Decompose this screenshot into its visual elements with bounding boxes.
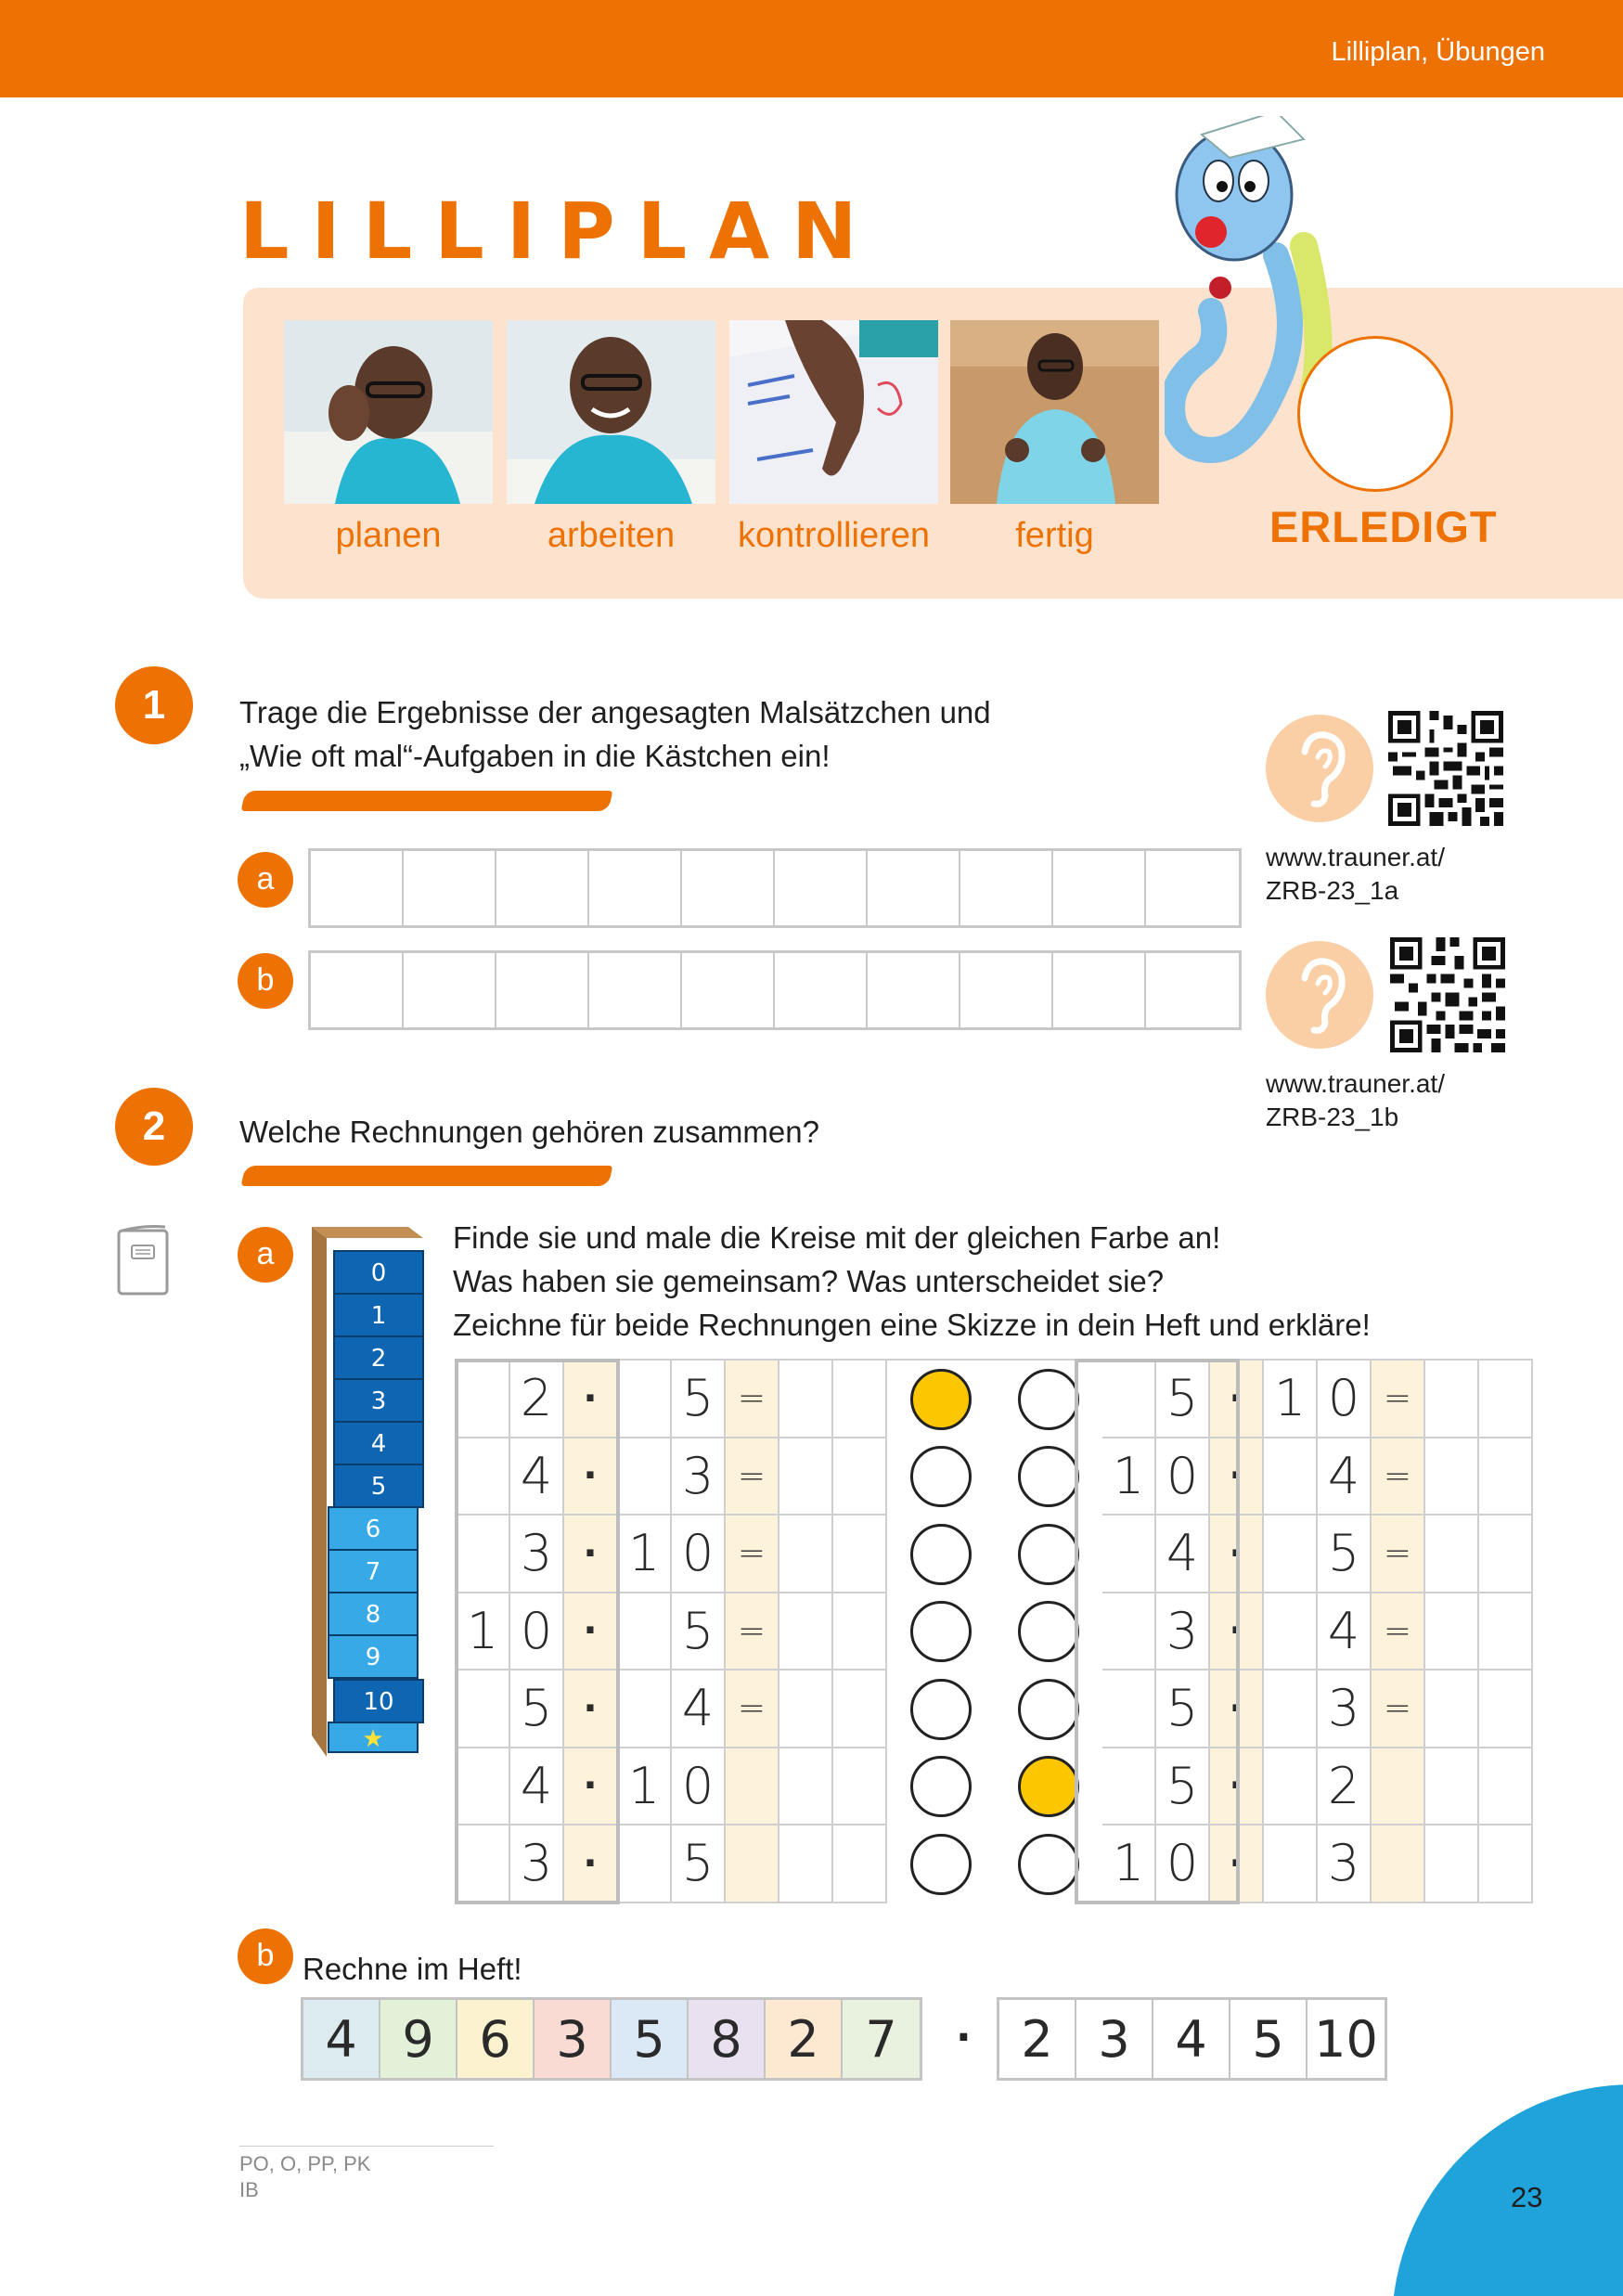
answer-box[interactable] bbox=[960, 953, 1053, 1027]
page-title: LILLIPLAN bbox=[239, 186, 880, 277]
answer-box[interactable] bbox=[311, 953, 404, 1027]
answer-cell bbox=[457, 1361, 510, 1438]
answer-box[interactable] bbox=[496, 851, 589, 925]
multiply-dot: · bbox=[956, 2014, 972, 2061]
tower-block-label: 9 bbox=[365, 1644, 381, 1671]
equals-sign: = bbox=[726, 1593, 779, 1671]
task-2a-badge: a bbox=[238, 1227, 293, 1283]
digit-cell: 3 bbox=[510, 1516, 564, 1593]
color-circle-cell[interactable] bbox=[995, 1361, 1102, 1438]
done-label: ERLEDIGT bbox=[1269, 502, 1498, 551]
digit-cell: 4 bbox=[1318, 1438, 1372, 1516]
tower-block-label: 5 bbox=[370, 1473, 387, 1501]
photo-planen bbox=[284, 320, 493, 504]
equals-sign: = bbox=[726, 1438, 779, 1516]
answer-cell[interactable] bbox=[833, 1748, 887, 1826]
sign-cell bbox=[726, 1825, 779, 1903]
answer-box[interactable] bbox=[311, 851, 404, 925]
equals-sign: = bbox=[726, 1361, 779, 1438]
answer-cell[interactable] bbox=[1425, 1361, 1479, 1438]
ear-icon[interactable] bbox=[1266, 941, 1373, 1049]
answer-cell[interactable] bbox=[1479, 1516, 1533, 1593]
digit-cell: 4 bbox=[1318, 1593, 1372, 1671]
audio-link-1a[interactable] bbox=[1266, 841, 1445, 908]
step-label-arbeiten: arbeiten bbox=[547, 516, 676, 555]
color-circle-cell[interactable] bbox=[887, 1670, 995, 1748]
digit-cell: 5 bbox=[510, 1670, 564, 1748]
multiply-sign: · bbox=[1210, 1438, 1264, 1516]
number-cell: 2 bbox=[766, 2000, 843, 2078]
multiplier-cell: 2 bbox=[999, 2000, 1076, 2078]
ear-icon-glyph bbox=[1266, 715, 1373, 822]
digit-cell: 1 bbox=[1102, 1825, 1156, 1903]
number-cell: 4 bbox=[303, 2000, 380, 2078]
answer-cell[interactable] bbox=[833, 1593, 887, 1671]
footer-divider bbox=[239, 2146, 494, 2147]
multiply-sign: · bbox=[564, 1593, 618, 1671]
task-2-question: Welche Rechnungen gehören zusammen? bbox=[239, 1115, 819, 1149]
multiply-sign: · bbox=[564, 1825, 618, 1903]
digit-cell: 5 bbox=[1156, 1748, 1210, 1826]
audio-link-1b-line2: ZRB-23_1b bbox=[1266, 1103, 1399, 1131]
answer-cell bbox=[457, 1748, 510, 1826]
tower-block-label: 6 bbox=[365, 1516, 381, 1543]
digit-cell: 0 bbox=[510, 1593, 564, 1671]
task-2b-badge: b bbox=[238, 1928, 293, 1984]
color-circle[interactable] bbox=[1018, 1369, 1079, 1430]
multiplier-cell: 10 bbox=[1307, 2000, 1385, 2078]
multiply-sign: · bbox=[564, 1438, 618, 1516]
digit-cell: 1 bbox=[618, 1516, 672, 1593]
multiply-sign: · bbox=[564, 1748, 618, 1826]
task-2b-number-strip bbox=[301, 1997, 922, 2081]
sign-cell bbox=[726, 1748, 779, 1826]
digit-cell: 0 bbox=[672, 1748, 726, 1826]
answer-cell bbox=[618, 1438, 672, 1516]
color-circle-cell[interactable] bbox=[887, 1438, 995, 1516]
answer-cell[interactable] bbox=[779, 1593, 833, 1671]
equals-sign: = bbox=[1372, 1593, 1425, 1671]
equals-sign: = bbox=[1372, 1670, 1425, 1748]
digit-cell: 1 bbox=[1102, 1438, 1156, 1516]
answer-cell[interactable] bbox=[833, 1438, 887, 1516]
answer-cell bbox=[457, 1670, 510, 1748]
photo-planen-image bbox=[284, 320, 493, 504]
answer-cell bbox=[618, 1361, 672, 1438]
answer-box[interactable] bbox=[1146, 953, 1239, 1027]
task-1-instructions bbox=[239, 690, 991, 778]
equals-sign: = bbox=[1372, 1516, 1425, 1593]
multiply-sign: · bbox=[1210, 1825, 1264, 1903]
answer-cell bbox=[457, 1516, 510, 1593]
color-circle[interactable] bbox=[1018, 1446, 1079, 1507]
ear-icon-glyph bbox=[1266, 941, 1373, 1049]
task-1-number: 1 bbox=[115, 666, 193, 744]
multiply-sign: · bbox=[564, 1670, 618, 1748]
answer-cell bbox=[618, 1593, 672, 1671]
answer-cell[interactable] bbox=[779, 1825, 833, 1903]
notebook-icon bbox=[115, 1225, 171, 1297]
answer-cell[interactable] bbox=[833, 1825, 887, 1903]
digit-cell: 0 bbox=[672, 1516, 726, 1593]
tower-block-label: 10 bbox=[363, 1688, 394, 1716]
digit-cell: 2 bbox=[510, 1361, 564, 1438]
answer-cell[interactable] bbox=[1479, 1670, 1533, 1748]
answer-cell[interactable] bbox=[1425, 1593, 1479, 1671]
tower-block-label: 2 bbox=[370, 1345, 387, 1373]
step-label-kontrollieren: kontrollieren bbox=[738, 516, 930, 555]
footer-codes bbox=[239, 2151, 370, 2203]
digit-cell: 4 bbox=[672, 1670, 726, 1748]
digit-cell: 1 bbox=[1264, 1361, 1318, 1438]
multiplier-cell: 5 bbox=[1230, 2000, 1307, 2078]
answer-cell bbox=[618, 1670, 672, 1748]
page-number: 23 bbox=[1511, 2181, 1543, 2213]
digit-cell: 5 bbox=[672, 1825, 726, 1903]
photo-fertig-image bbox=[950, 320, 1159, 504]
tower-block-label: 8 bbox=[365, 1601, 381, 1629]
digit-cell: 4 bbox=[510, 1438, 564, 1516]
task-2b-multiplier-strip bbox=[997, 1997, 1387, 2081]
color-circle[interactable] bbox=[1018, 1756, 1079, 1817]
color-circle-cell[interactable] bbox=[887, 1825, 995, 1903]
digit-cell: 3 bbox=[672, 1438, 726, 1516]
equals-sign: = bbox=[726, 1670, 779, 1748]
task-1-underline bbox=[241, 791, 613, 811]
color-circle[interactable] bbox=[1018, 1679, 1079, 1740]
color-circle[interactable] bbox=[1018, 1524, 1079, 1585]
footer-codes-line1: PO, O, PP, PK bbox=[239, 2152, 371, 2175]
answer-cell bbox=[457, 1825, 510, 1903]
hundred-tower-icon bbox=[306, 1223, 427, 1761]
answer-cell bbox=[1102, 1748, 1156, 1826]
color-circle-cell[interactable] bbox=[995, 1825, 1102, 1903]
number-cell: 6 bbox=[457, 2000, 535, 2078]
task-1b-badge: b bbox=[238, 953, 293, 1009]
answer-cell[interactable] bbox=[1479, 1825, 1533, 1903]
color-circle[interactable] bbox=[910, 1601, 972, 1662]
photo-fertig bbox=[950, 320, 1159, 504]
multiply-sign: · bbox=[1210, 1593, 1264, 1671]
breadcrumb: Lilliplan, Übungen bbox=[1331, 37, 1545, 67]
digit-cell: 0 bbox=[1318, 1361, 1372, 1438]
number-cell: 3 bbox=[535, 2000, 612, 2078]
color-circle[interactable] bbox=[1018, 1601, 1079, 1662]
task-2-underline bbox=[241, 1166, 613, 1186]
sign-cell bbox=[1372, 1748, 1425, 1826]
header-bar bbox=[0, 0, 1623, 97]
color-circle[interactable] bbox=[910, 1679, 972, 1740]
tower-block-label: 7 bbox=[365, 1558, 381, 1586]
digit-cell: 5 bbox=[1156, 1361, 1210, 1438]
answer-cell[interactable] bbox=[779, 1438, 833, 1516]
digit-cell: 1 bbox=[457, 1593, 510, 1671]
multiply-sign: · bbox=[1210, 1748, 1264, 1826]
answer-cell bbox=[1264, 1593, 1318, 1671]
answer-cell bbox=[1264, 1670, 1318, 1748]
equals-sign: = bbox=[1372, 1438, 1425, 1516]
task-1b-answer-row bbox=[308, 950, 1242, 1030]
calculation-grid bbox=[455, 1359, 1533, 1903]
done-checkbox[interactable] bbox=[1297, 336, 1453, 492]
answer-cell[interactable] bbox=[1425, 1748, 1479, 1826]
answer-box[interactable] bbox=[868, 851, 960, 925]
task-2b-text: Rechne im Heft! bbox=[303, 1952, 522, 1986]
ear-icon[interactable] bbox=[1266, 715, 1373, 822]
audio-link-1a-line2: ZRB-23_1a bbox=[1266, 876, 1399, 905]
answer-box[interactable] bbox=[682, 953, 775, 1027]
answer-cell[interactable] bbox=[1425, 1670, 1479, 1748]
multiply-sign: · bbox=[564, 1361, 618, 1438]
digit-cell: 3 bbox=[1318, 1670, 1372, 1748]
page-corner-decoration bbox=[1392, 2084, 1623, 2296]
audio-link-1a-line1: www.trauner.at/ bbox=[1266, 843, 1445, 871]
task-2-number: 2 bbox=[115, 1088, 193, 1166]
answer-box[interactable] bbox=[775, 953, 868, 1027]
answer-cell[interactable] bbox=[1425, 1825, 1479, 1903]
answer-cell[interactable] bbox=[779, 1361, 833, 1438]
qr-code-icon[interactable] bbox=[1388, 711, 1503, 826]
color-circle-cell[interactable] bbox=[887, 1361, 995, 1438]
number-cell: 8 bbox=[689, 2000, 766, 2078]
calculation-grid-cells bbox=[455, 1359, 1533, 1903]
color-circle-cell[interactable] bbox=[995, 1438, 1102, 1516]
digit-cell: 3 bbox=[1318, 1825, 1372, 1903]
answer-cell bbox=[1102, 1593, 1156, 1671]
digit-cell: 5 bbox=[1318, 1516, 1372, 1593]
color-circle[interactable] bbox=[1018, 1834, 1079, 1895]
answer-cell[interactable] bbox=[1479, 1593, 1533, 1671]
digit-cell: 4 bbox=[510, 1748, 564, 1826]
number-cell: 5 bbox=[612, 2000, 689, 2078]
answer-cell[interactable] bbox=[779, 1670, 833, 1748]
number-cell: 9 bbox=[380, 2000, 457, 2078]
tower-block-label: 1 bbox=[370, 1302, 387, 1330]
task-1a-badge: a bbox=[238, 852, 293, 908]
photo-kontrollieren-image bbox=[729, 320, 938, 504]
answer-cell bbox=[1264, 1748, 1318, 1826]
number-cell: 7 bbox=[843, 2000, 920, 2078]
task-2a-line1: Finde sie und male die Kreise mit der gleichen Farbe an! bbox=[453, 1220, 1221, 1255]
multiplier-cell: 3 bbox=[1076, 2000, 1153, 2078]
color-circle-cell[interactable] bbox=[995, 1593, 1102, 1671]
audio-link-1b[interactable] bbox=[1266, 1067, 1445, 1134]
task-1-text-line2: „Wie oft mal“-Aufgaben in die Kästchen ein! bbox=[239, 739, 831, 773]
answer-cell bbox=[1102, 1670, 1156, 1748]
digit-cell: 3 bbox=[1156, 1593, 1210, 1671]
answer-cell[interactable] bbox=[1479, 1361, 1533, 1438]
qr-code-icon[interactable] bbox=[1390, 937, 1505, 1052]
color-circle-cell[interactable] bbox=[995, 1516, 1102, 1593]
color-circle-cell[interactable] bbox=[995, 1670, 1102, 1748]
answer-box[interactable] bbox=[1053, 953, 1146, 1027]
digit-cell: 0 bbox=[1156, 1825, 1210, 1903]
color-circle[interactable] bbox=[910, 1369, 972, 1430]
answer-cell bbox=[1264, 1825, 1318, 1903]
photo-arbeiten-image bbox=[507, 320, 715, 504]
answer-cell[interactable] bbox=[1479, 1748, 1533, 1826]
answer-box[interactable] bbox=[682, 851, 775, 925]
answer-cell[interactable] bbox=[833, 1516, 887, 1593]
answer-box[interactable] bbox=[960, 851, 1053, 925]
answer-box[interactable] bbox=[404, 953, 496, 1027]
tower-block-label: 4 bbox=[370, 1430, 387, 1458]
answer-cell[interactable] bbox=[833, 1361, 887, 1438]
answer-cell bbox=[1264, 1438, 1318, 1516]
answer-cell bbox=[1102, 1361, 1156, 1438]
answer-cell[interactable] bbox=[779, 1516, 833, 1593]
answer-cell bbox=[457, 1438, 510, 1516]
answer-box[interactable] bbox=[775, 851, 868, 925]
answer-cell[interactable] bbox=[779, 1748, 833, 1826]
answer-box[interactable] bbox=[1146, 851, 1239, 925]
task-1a-answer-row bbox=[308, 848, 1242, 928]
tower-block-label: 0 bbox=[370, 1259, 387, 1287]
tower-block-label: 3 bbox=[370, 1387, 387, 1415]
answer-cell bbox=[1102, 1516, 1156, 1593]
answer-box[interactable] bbox=[496, 953, 589, 1027]
answer-box[interactable] bbox=[589, 851, 682, 925]
answer-cell[interactable] bbox=[1479, 1438, 1533, 1516]
color-circle[interactable] bbox=[910, 1446, 972, 1507]
color-circle[interactable] bbox=[910, 1834, 972, 1895]
color-circle-cell[interactable] bbox=[887, 1593, 995, 1671]
answer-box[interactable] bbox=[1053, 851, 1146, 925]
multiply-sign: · bbox=[1210, 1670, 1264, 1748]
digit-cell: 3 bbox=[510, 1825, 564, 1903]
audio-link-1b-line1: www.trauner.at/ bbox=[1266, 1069, 1445, 1098]
task-2a-line3: Zeichne für beide Rechnungen eine Skizze in dein Heft und erkläre! bbox=[453, 1308, 1371, 1342]
answer-box[interactable] bbox=[868, 953, 960, 1027]
digit-cell: 5 bbox=[672, 1361, 726, 1438]
multiply-sign: · bbox=[1210, 1361, 1264, 1438]
answer-box[interactable] bbox=[404, 851, 496, 925]
color-circle-cell[interactable] bbox=[887, 1748, 995, 1826]
photo-kontrollieren bbox=[729, 320, 938, 504]
answer-cell[interactable] bbox=[1425, 1516, 1479, 1593]
step-label-fertig: fertig bbox=[1015, 516, 1094, 555]
footer-codes-line2: IB bbox=[239, 2178, 259, 2201]
digit-cell: 2 bbox=[1318, 1748, 1372, 1826]
sign-cell bbox=[1372, 1825, 1425, 1903]
digit-cell: 5 bbox=[672, 1593, 726, 1671]
multiply-sign: · bbox=[1210, 1516, 1264, 1593]
answer-box[interactable] bbox=[589, 953, 682, 1027]
star-icon: ★ bbox=[362, 1725, 384, 1753]
equals-sign: = bbox=[726, 1516, 779, 1593]
color-circle[interactable] bbox=[910, 1524, 972, 1585]
multiply-sign: · bbox=[564, 1516, 618, 1593]
task-2a-instructions bbox=[453, 1216, 1371, 1347]
step-label-planen: planen bbox=[335, 516, 442, 555]
color-circle[interactable] bbox=[910, 1756, 972, 1817]
task-2a-line2: Was haben sie gemeinsam? Was unterscheidet sie? bbox=[453, 1264, 1165, 1298]
color-circle-cell[interactable] bbox=[887, 1516, 995, 1593]
color-circle-cell[interactable] bbox=[995, 1748, 1102, 1826]
photo-arbeiten bbox=[507, 320, 715, 504]
task-1-text-line1: Trage die Ergebnisse der angesagten Malsätzchen und bbox=[239, 695, 991, 729]
digit-cell: 0 bbox=[1156, 1438, 1210, 1516]
digit-cell: 4 bbox=[1156, 1516, 1210, 1593]
multiplier-cell: 4 bbox=[1153, 2000, 1230, 2078]
answer-cell[interactable] bbox=[1425, 1438, 1479, 1516]
equals-sign: = bbox=[1372, 1361, 1425, 1438]
answer-cell bbox=[618, 1825, 672, 1903]
digit-cell: 5 bbox=[1156, 1670, 1210, 1748]
digit-cell: 1 bbox=[618, 1748, 672, 1826]
answer-cell bbox=[1264, 1516, 1318, 1593]
answer-cell[interactable] bbox=[833, 1670, 887, 1748]
